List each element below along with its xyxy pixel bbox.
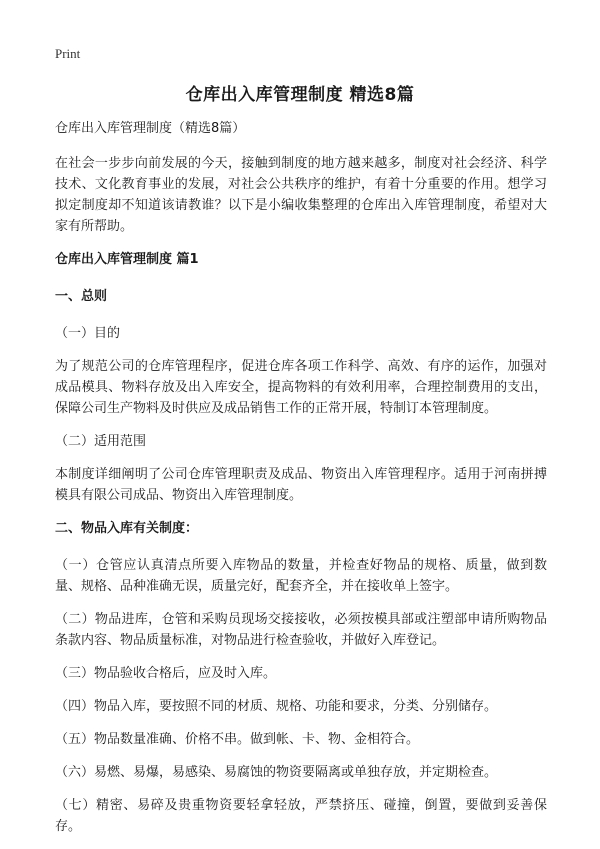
subsection-label: （二）适用范围	[55, 434, 147, 449]
body-paragraph: 为了规范公司的仓库管理程序，促进仓库各项工作科学、高效、有序的运作，加强对成品模具、物料存放及出入库安全，提高物料的有效利用率，合理控制费用的支出，保障公司生产物料及时供应及成品销售工作的正常开展，特制订本管理制度。	[55, 359, 547, 416]
document-body	[55, 118, 547, 849]
document-subtitle: 仓库出入库管理制度（精选8篇）	[55, 121, 246, 136]
section-heading: 一、总则	[55, 289, 108, 304]
rule-item: （三）物品验收合格后，应及时入库。	[55, 666, 277, 681]
rule-item: （六）易燃、易爆，易感染、易腐蚀的物资要隔离或单独存放，并定期检查。	[55, 765, 498, 780]
section-heading: 仓库出入库管理制度 篇1	[55, 252, 199, 267]
intro-paragraph: 在社会一步步向前发展的今天，接触到制度的地方越来越多，制度对社会经济、科学技术、文化教育事业的发展，对社会公共秩序的维护，有着十分重要的作用。想学习拟定制度却不知道该请教谁？以下是小编收集整理的仓库出入库管理制度，希望对大家有所帮助。	[55, 156, 547, 234]
print-link[interactable]: Print	[55, 46, 81, 61]
rule-item: （五）物品数量准确、价格不串。做到帐、卡、物、金相符合。	[55, 732, 420, 747]
body-paragraph: 本制度详细阐明了公司仓库管理职责及成品、物资出入库管理程序。适用于河南拼搏模具有限公司成品、物资出入库管理制度。	[55, 467, 547, 503]
rule-item: （一）仓管应认真清点所要入库物品的数量，并检查好物品的规格、质量，做到数量、规格、品种准确无误，质量完好，配套齐全，并在接收单上签字。	[55, 558, 547, 594]
subsection-label: （一）目的	[55, 326, 121, 341]
document-title: 仓库出入库管理制度 精选8篇	[185, 85, 415, 105]
rule-item: （四）物品入库，要按照不同的材质、规格、功能和要求，分类、分别储存。	[55, 699, 498, 714]
rule-item: （二）物品进库，仓管和采购员现场交接接收，必须按模具部或注塑部申请所购物品条款内容、物品质量标准，对物品进行检查验收，并做好入库登记。	[55, 612, 547, 648]
rule-item: （七）精密、易碎及贵重物资要轻拿轻放，严禁挤压、碰撞，倒置，要做到妥善保存。	[55, 798, 547, 834]
section-heading: 二、物品入库有关制度：	[55, 521, 199, 536]
